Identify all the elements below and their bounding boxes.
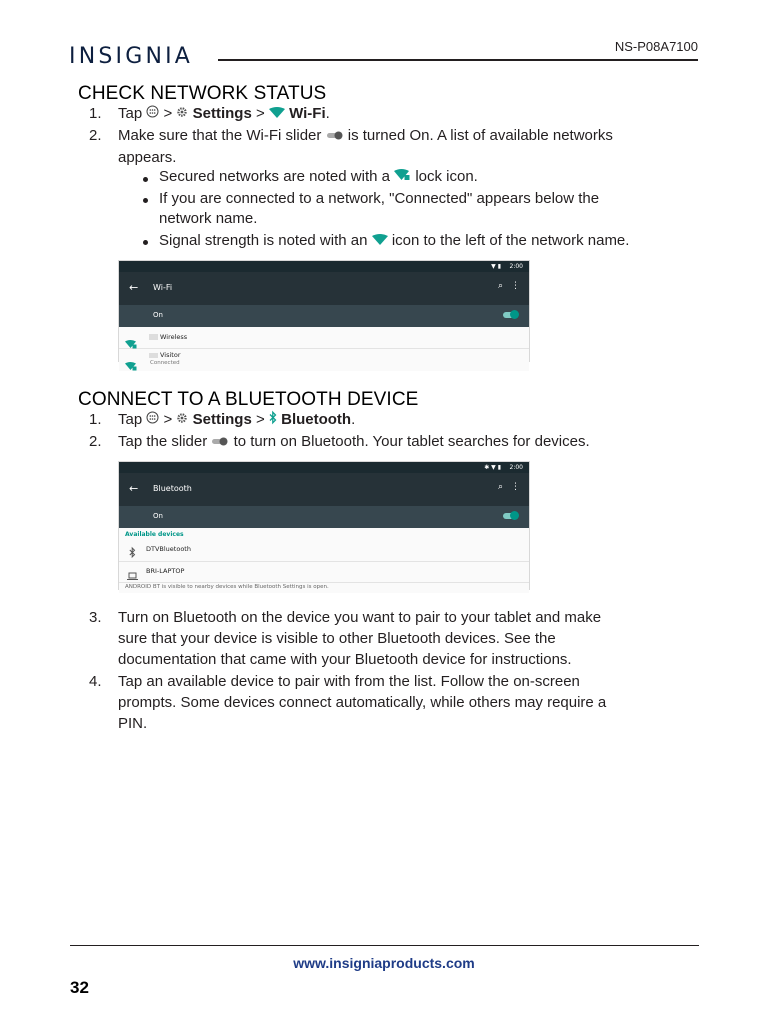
wifi-lock-icon [125,356,137,375]
wifi-settings-screenshot [118,260,530,366]
network-name: Wireless [160,333,188,341]
search-icon[interactable]: ⌕ [497,482,503,492]
step-number: 3. [89,609,102,626]
step-text: Make sure that the Wi-Fi slider is turned On. A list of available networks [118,127,613,144]
step-text: prompts. Some devices connect automatically, while others may require a [118,694,607,711]
step-text: Turn on Bluetooth on the device you want to pair to your tablet and make [118,609,602,626]
footer-rule [70,945,699,946]
bullet-text: network name. [159,210,258,227]
bluetooth-icon [269,411,277,428]
step-bluetooth-path: Tap > Settings > Bluetooth. [118,411,356,428]
bullet-text: Signal strength is noted with an icon to the left of the network name. [159,232,630,249]
available-devices-header: Available devices [119,528,529,539]
apps-icon [146,411,159,428]
wifi-toggle[interactable] [503,312,517,318]
wifi-icon [269,105,285,122]
step-text: documentation that came with your Bluetooth device for instructions. [118,651,572,668]
switch-label: On [153,311,163,319]
brand-logo: INSIGNIA [69,44,194,69]
slider-icon [326,127,344,144]
app-bar [119,272,529,305]
network-thumb [149,353,158,358]
step-text: Tap an available device to pair with from the list. Follow the on-screen [118,673,580,690]
visibility-note: ANDROID BT is visible to nearby devices while Bluetooth Settings is open. [119,583,529,593]
page-number: 32 [70,978,89,997]
bluetooth-settings-screenshot [118,461,530,590]
network-row-wireless[interactable] [119,327,529,349]
status-bar [119,462,529,473]
status-icons: ▼ ▮ [491,263,501,270]
bullet [143,198,148,203]
device-row-dtvbluetooth[interactable] [119,539,529,562]
step-number: 1. [89,411,102,428]
step-number: 2. [89,127,102,144]
network-name: Visitor [160,351,181,359]
network-thumb [149,334,158,340]
model-number: NS-P08A7100 [614,39,698,54]
bullet [143,177,148,182]
device-name: DTVBluetooth [146,545,191,553]
gear-icon [176,105,188,122]
step-text: PIN. [118,715,148,732]
search-icon[interactable]: ⌕ [497,281,503,291]
bullet [143,240,148,245]
step-text: appears. [118,149,177,166]
network-row-visitor[interactable] [119,349,529,371]
step-number: 1. [89,105,102,122]
more-options-icon[interactable]: ⋮ [511,281,520,291]
switch-label: On [153,512,163,520]
back-arrow-icon[interactable]: ← [129,281,139,294]
step-number: 2. [89,433,102,450]
network-status: Connected [150,360,180,366]
website-link[interactable]: www.insigniaproducts.com [293,955,475,971]
bluetooth-device-icon [129,543,136,562]
wifi-lock-icon [394,168,411,185]
gear-icon [176,411,188,428]
app-bar [119,473,529,506]
bluetooth-toggle[interactable] [503,513,517,519]
screen-title: Bluetooth [153,484,192,493]
screen-title: Wi-Fi [153,283,173,292]
bluetooth-master-switch[interactable] [119,506,529,528]
back-arrow-icon[interactable]: ← [129,482,139,495]
wifi-master-switch[interactable] [119,305,529,327]
header-rule [218,59,698,61]
status-time: 2:00 [509,263,523,270]
slider-icon [211,433,229,450]
bullet-text: Secured networks are noted with a lock icon. [159,168,478,185]
device-row-bri-laptop[interactable] [119,562,529,583]
section-heading-bluetooth: CONNECT TO A BLUETOOTH DEVICE [78,389,419,410]
step-wifi-path: Tap > Settings > Wi-Fi. [118,105,330,122]
section-heading-network: CHECK NETWORK STATUS [78,83,327,104]
status-time: 2:00 [509,464,523,471]
bullet-text: If you are connected to a network, "Connected" appears below the [159,190,600,207]
step-number: 4. [89,673,102,690]
more-options-icon[interactable]: ⋮ [511,482,520,492]
apps-icon [146,105,159,122]
status-bar [119,261,529,272]
step-text: Tap the slider to turn on Bluetooth. Your tablet searches for devices. [118,433,590,450]
device-name: BRI-LAPTOP [146,567,185,575]
status-icons: ✱ ▼ ▮ [484,464,501,471]
step-text: sure that your device is visible to other Bluetooth devices. See the [118,630,556,647]
wifi-signal-icon [372,232,388,249]
